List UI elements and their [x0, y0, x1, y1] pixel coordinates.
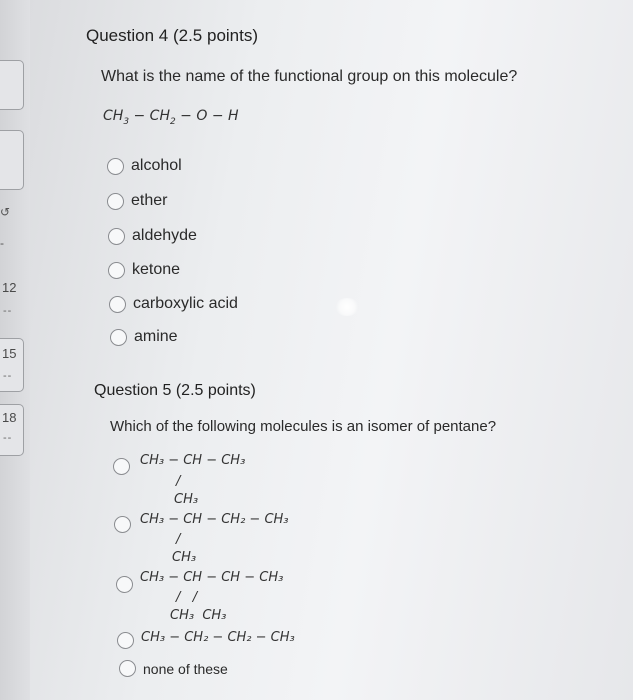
question5-title: Question 5 [94, 382, 172, 399]
formula-sub-2: 2 [169, 116, 176, 127]
rail-mark-arrow: ↺ [0, 205, 11, 219]
radio-button[interactable] [109, 296, 126, 313]
question5-points: (2.5 points) [175, 382, 256, 399]
formula-sub-1: 3 [123, 116, 130, 127]
rail-item-box-2[interactable] [0, 130, 24, 190]
q4-option-carboxylic-acid[interactable] [109, 295, 238, 313]
radio-button[interactable] [119, 660, 136, 677]
option-label: ketone [132, 261, 181, 278]
option-label: none of these [143, 660, 228, 677]
rail-item-box-1[interactable] [0, 60, 24, 110]
q4-option-ketone[interactable] [108, 261, 180, 279]
option-label: aldehyde [132, 227, 197, 244]
q5-option-c-line1: CH₃ − CH − CH − CH₃ [140, 570, 284, 585]
q5-option-a-branch: / [176, 474, 181, 489]
formula-part-2: − CH [129, 108, 170, 124]
q5-option-none[interactable] [119, 660, 228, 677]
formula-part-3: − O − H [175, 108, 239, 124]
question4-prompt: What is the name of the functional group on this molecule? [101, 68, 518, 85]
option-label: carboxylic acid [133, 295, 238, 312]
q5-option-b-sub: CH₃ [172, 550, 197, 565]
q4-option-ether[interactable] [107, 192, 167, 210]
rail-dash-18: -- [3, 432, 13, 444]
rail-dash-12: -- [3, 305, 13, 317]
q5-option-a-sub: CH₃ [174, 492, 199, 507]
q5-option-d-line1: CH₃ − CH₂ − CH₂ − CH₃ [141, 630, 295, 645]
q4-option-aldehyde[interactable] [108, 227, 197, 245]
question5-heading [94, 382, 256, 400]
option-label: alcohol [131, 157, 182, 174]
q5-option-b-line1: CH₃ − CH − CH₂ − CH₃ [140, 512, 289, 527]
q5-option-a-line1: CH₃ − CH − CH₃ [140, 453, 246, 468]
question4-points: (2.5 points) [172, 26, 259, 45]
radio-button[interactable] [107, 193, 124, 210]
option-label: ether [131, 192, 168, 209]
rail-dash-15: -- [3, 370, 13, 382]
q5-option-b-radio[interactable] [114, 516, 131, 533]
question5-prompt: Which of the following molecules is an isomer of pentane? [110, 418, 497, 435]
q5-option-a-radio[interactable] [113, 458, 130, 475]
radio-button[interactable] [108, 228, 125, 245]
question4-title: Question 4 [86, 26, 169, 45]
radio-button[interactable] [107, 158, 124, 175]
option-label: amine [134, 328, 178, 345]
q5-option-b-branch: / [176, 532, 181, 547]
rail-number-12[interactable]: 12 [2, 280, 17, 295]
formula-part-1: CH [103, 108, 124, 124]
question4-formula [103, 108, 239, 127]
radio-button[interactable] [110, 329, 127, 346]
radio-button[interactable] [108, 262, 125, 279]
q5-option-c-branch: / / [176, 590, 198, 605]
q5-option-c-sub: CH₃ CH₃ [170, 608, 227, 623]
rail-number-15[interactable]: 15 [2, 346, 17, 361]
q5-option-d-radio[interactable] [117, 632, 134, 649]
rail-mark-dash: - [0, 236, 4, 250]
question4-heading [86, 26, 258, 46]
screen-glare [335, 298, 359, 316]
q5-option-c-radio[interactable] [116, 576, 133, 593]
q4-option-alcohol[interactable] [107, 157, 182, 175]
rail-number-18[interactable]: 18 [2, 410, 17, 425]
q4-option-amine[interactable] [110, 328, 178, 346]
